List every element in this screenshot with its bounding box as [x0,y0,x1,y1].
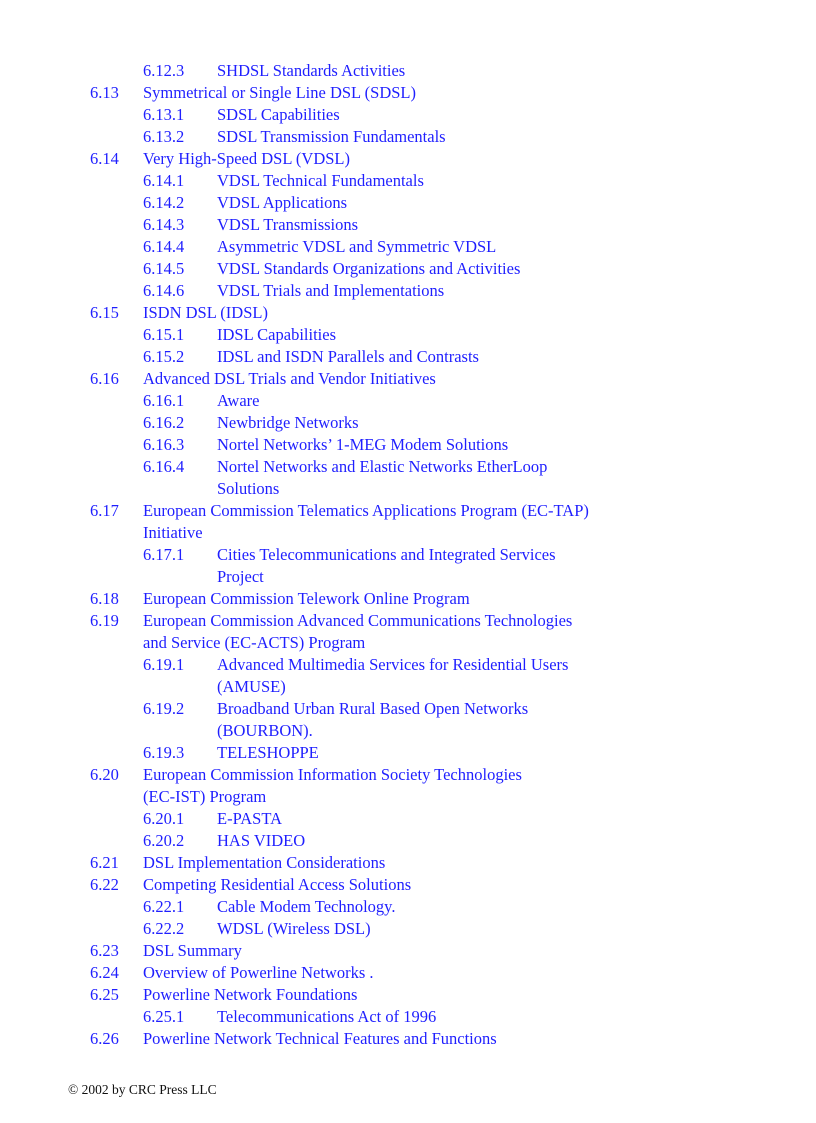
toc-entry-title-line[interactable]: VDSL Technical Fundamentals [217,171,424,190]
toc-entry-6-13-2[interactable] [0,126,816,148]
toc-entry-title-line[interactable]: Nortel Networks’ 1-MEG Modem Solutions [217,435,509,454]
toc-entry-title-line[interactable]: Newbridge Networks [217,413,359,432]
toc-entry-6-14-2[interactable] [0,192,816,214]
toc-entry-6-24[interactable] [0,962,816,984]
toc-entry-number[interactable]: 6.23 [90,941,119,960]
toc-entry-number[interactable]: 6.25 [90,985,119,1004]
toc-entry-6-22-1[interactable] [0,896,816,918]
toc-entry-title[interactable] [143,1028,497,1050]
toc-entry-6-22[interactable] [0,874,816,896]
toc-entry-6-18[interactable] [0,588,816,610]
toc-entry-title[interactable] [217,896,395,918]
toc-entry-number[interactable]: 6.14 [90,149,119,168]
toc-entry-number[interactable]: 6.22 [90,875,119,894]
toc-entry-6-20-2[interactable] [0,830,816,852]
toc-entry-title-line[interactable]: (EC-IST) Program [143,787,267,806]
toc-entry-title[interactable] [143,148,350,170]
toc-entry-title-line[interactable]: European Commission Telematics Applications Program (EC-TAP) [143,501,589,520]
toc-entry-6-19-1[interactable] [0,654,816,698]
toc-entry-title-line[interactable]: Nortel Networks and Elastic Networks EtherLoop [217,457,548,476]
toc-entry-title-line[interactable]: DSL Summary [143,941,242,960]
toc-entry-6-19-2[interactable] [0,698,816,742]
toc-entry-6-15[interactable] [0,302,816,324]
toc-entry-title[interactable] [217,742,319,764]
toc-entry-title-line[interactable]: ISDN DSL (IDSL) [143,303,268,322]
toc-entry-title[interactable] [217,1006,436,1028]
toc-entry-title-line[interactable]: TELESHOPPE [217,743,319,762]
toc-entry-title-line[interactable]: SDSL Capabilities [217,105,340,124]
toc-entry-number[interactable]: 6.20.1 [143,809,185,828]
toc-entry-title[interactable] [143,852,385,874]
toc-entry-title[interactable] [217,544,556,588]
toc-entry-number[interactable]: 6.15.2 [143,347,185,366]
toc-entry-number[interactable]: 6.19.2 [143,699,185,718]
toc-entry-title[interactable] [143,940,242,962]
toc-entry-title-line[interactable]: Symmetrical or Single Line DSL (SDSL) [143,83,416,102]
toc-entry-number[interactable]: 6.14.3 [143,215,185,234]
toc-entry-title-line[interactable]: WDSL (Wireless DSL) [217,919,371,938]
toc-entry-title[interactable] [217,346,479,368]
toc-entry-title-line[interactable]: Broadband Urban Rural Based Open Networks [217,699,529,718]
toc-entry-title[interactable] [143,610,572,654]
toc-entry-title-line[interactable]: Competing Residential Access Solutions [143,875,412,894]
toc-entry-title-line[interactable]: European Commission Telework Online Program [143,589,470,608]
toc-entry-number[interactable]: 6.21 [90,853,119,872]
toc-entry-title-line[interactable]: IDSL and ISDN Parallels and Contrasts [217,347,479,366]
toc-entry-6-15-1[interactable] [0,324,816,346]
toc-entry-number[interactable]: 6.13.1 [143,105,185,124]
toc-entry-number[interactable]: 6.20.2 [143,831,185,850]
toc-entry-6-20[interactable] [0,764,816,808]
toc-entry-6-16-3[interactable] [0,434,816,456]
toc-entry-title[interactable] [217,104,340,126]
toc-entry-number[interactable]: 6.19 [90,611,119,630]
toc-entry-6-21[interactable] [0,852,816,874]
toc-entry-number[interactable]: 6.16.1 [143,391,185,410]
toc-entry-title[interactable] [217,258,520,280]
toc-entry-title-line[interactable]: VDSL Transmissions [217,215,359,234]
toc-entry-title-line[interactable]: Overview of Powerline Networks . [143,963,374,982]
toc-entry-6-20-1[interactable] [0,808,816,830]
toc-entry-title-line[interactable]: Cities Telecommunications and Integrated Services [217,545,556,564]
toc-entry-6-25[interactable] [0,984,816,1006]
toc-entry-title-line[interactable]: Aware [217,391,260,410]
toc-entry-title-line[interactable]: IDSL Capabilities [217,325,336,344]
toc-entry-title[interactable] [217,60,405,82]
toc-entry-number[interactable]: 6.14.6 [143,281,185,300]
toc-entry-number[interactable]: 6.19.1 [143,655,185,674]
toc-entry-title-line[interactable]: SDSL Transmission Fundamentals [217,127,446,146]
toc-entry-title-line[interactable]: Cable Modem Technology. [217,897,396,916]
toc-entry-title-line[interactable]: Advanced Multimedia Services for Residential Users [217,655,569,674]
toc-entry-6-16-1[interactable] [0,390,816,412]
toc-entry-title[interactable] [217,434,508,456]
toc-entry-number[interactable]: 6.19.3 [143,743,185,762]
toc-entry-6-22-2[interactable] [0,918,816,940]
toc-entry-title[interactable] [217,808,282,830]
toc-entry-title-line[interactable]: HAS VIDEO [217,831,306,850]
toc-entry-title[interactable] [143,500,589,544]
toc-entry-title[interactable] [143,764,522,808]
toc-entry-title[interactable] [143,368,436,390]
toc-entry-6-25-1[interactable] [0,1006,816,1028]
toc-entry-title[interactable] [217,698,528,742]
toc-entry-number[interactable]: 6.12.3 [143,61,185,80]
toc-entry-number[interactable]: 6.24 [90,963,119,982]
toc-entry-6-14-5[interactable] [0,258,816,280]
toc-entry-6-12-3[interactable] [0,60,816,82]
toc-entry-title[interactable] [217,236,496,258]
toc-entry-title-line[interactable]: (AMUSE) [217,677,286,696]
toc-entry-6-16[interactable] [0,368,816,390]
toc-entry-6-14-3[interactable] [0,214,816,236]
toc-entry-6-13[interactable] [0,82,816,104]
toc-entry-number[interactable]: 6.20 [90,765,119,784]
toc-entry-title[interactable] [217,654,568,698]
toc-entry-title[interactable] [143,874,411,896]
toc-entry-6-15-2[interactable] [0,346,816,368]
toc-entry-number[interactable]: 6.14.2 [143,193,185,212]
toc-entry-6-16-4[interactable] [0,456,816,500]
toc-entry-title[interactable] [217,192,347,214]
toc-entry-title[interactable] [143,962,373,984]
toc-entry-title-line[interactable]: DSL Implementation Considerations [143,853,386,872]
toc-entry-number[interactable]: 6.13 [90,83,119,102]
toc-entry-title-line[interactable]: VDSL Applications [217,193,348,212]
toc-entry-title[interactable] [217,280,444,302]
toc-entry-6-17[interactable] [0,500,816,544]
toc-entry-title-line[interactable]: European Commission Information Society Technologies [143,765,522,784]
toc-entry-title[interactable] [217,918,371,940]
toc-entry-title[interactable] [217,830,305,852]
toc-entry-title[interactable] [217,126,446,148]
toc-entry-6-13-1[interactable] [0,104,816,126]
toc-entry-title-line[interactable]: Powerline Network Foundations [143,985,358,1004]
toc-entry-6-19[interactable] [0,610,816,654]
toc-entry-6-14-4[interactable] [0,236,816,258]
toc-entry-number[interactable]: 6.22.2 [143,919,185,938]
toc-entry-number[interactable]: 6.14.5 [143,259,185,278]
toc-entry-title-line[interactable]: Powerline Network Technical Features and Functions [143,1029,497,1048]
toc-entry-title-line[interactable]: E-PASTA [217,809,283,828]
toc-entry-title-line[interactable]: Asymmetric VDSL and Symmetric VDSL [217,237,497,256]
toc-entry-number[interactable]: 6.14.4 [143,237,185,256]
toc-entry-title-line[interactable]: European Commission Advanced Communications Technologies [143,611,573,630]
toc-entry-number[interactable]: 6.17.1 [143,545,185,564]
toc-entry-title[interactable] [217,324,336,346]
toc-entry-6-19-3[interactable] [0,742,816,764]
toc-entry-title[interactable] [217,412,359,434]
table-of-contents [0,60,816,1050]
toc-entry-number[interactable]: 6.26 [90,1029,119,1048]
toc-entry-title[interactable] [143,984,357,1006]
toc-entry-title-line[interactable]: Very High-Speed DSL (VDSL) [143,149,350,168]
toc-entry-title-line[interactable]: SHDSL Standards Activities [217,61,406,80]
toc-entry-6-14-1[interactable] [0,170,816,192]
toc-entry-number[interactable]: 6.16.3 [143,435,185,454]
toc-entry-title[interactable] [217,456,547,500]
toc-entry-number[interactable]: 6.17 [90,501,119,520]
toc-entry-number[interactable]: 6.15 [90,303,119,322]
toc-entry-title-line[interactable]: Initiative [143,523,203,542]
toc-entry-6-14-6[interactable] [0,280,816,302]
toc-entry-6-17-1[interactable] [0,544,816,588]
toc-entry-title-line[interactable]: Telecommunications Act of 1996 [217,1007,437,1026]
toc-entry-title-line[interactable]: Advanced DSL Trials and Vendor Initiatives [143,369,436,388]
toc-entry-title[interactable] [143,588,470,610]
toc-entry-6-26[interactable] [0,1028,816,1050]
toc-entry-6-23[interactable] [0,940,816,962]
toc-entry-title-line[interactable]: Solutions [217,479,280,498]
toc-entry-number[interactable]: 6.18 [90,589,119,608]
toc-entry-title-line[interactable]: VDSL Standards Organizations and Activities [217,259,521,278]
toc-entry-title-line[interactable]: Project [217,567,264,586]
toc-entry-title-line[interactable]: and Service (EC-ACTS) Program [143,633,366,652]
toc-entry-number[interactable]: 6.16.2 [143,413,185,432]
toc-entry-number[interactable]: 6.16 [90,369,119,388]
toc-entry-number[interactable]: 6.13.2 [143,127,185,146]
copyright-footer: © 2002 by CRC Press LLC [68,1082,217,1097]
toc-entry-6-16-2[interactable] [0,412,816,434]
toc-entry-title[interactable] [217,390,259,412]
toc-entry-number[interactable]: 6.16.4 [143,457,185,476]
toc-entry-title[interactable] [143,302,268,324]
toc-entry-title-line[interactable]: (BOURBON). [217,721,313,740]
toc-entry-title[interactable] [217,214,358,236]
toc-entry-number[interactable]: 6.14.1 [143,171,185,190]
toc-entry-6-14[interactable] [0,148,816,170]
toc-entry-number[interactable]: 6.15.1 [143,325,185,344]
toc-entry-number[interactable]: 6.22.1 [143,897,185,916]
toc-entry-title[interactable] [143,82,416,104]
toc-entry-title-line[interactable]: VDSL Trials and Implementations [217,281,445,300]
toc-entry-number[interactable]: 6.25.1 [143,1007,185,1026]
toc-entry-title[interactable] [217,170,424,192]
